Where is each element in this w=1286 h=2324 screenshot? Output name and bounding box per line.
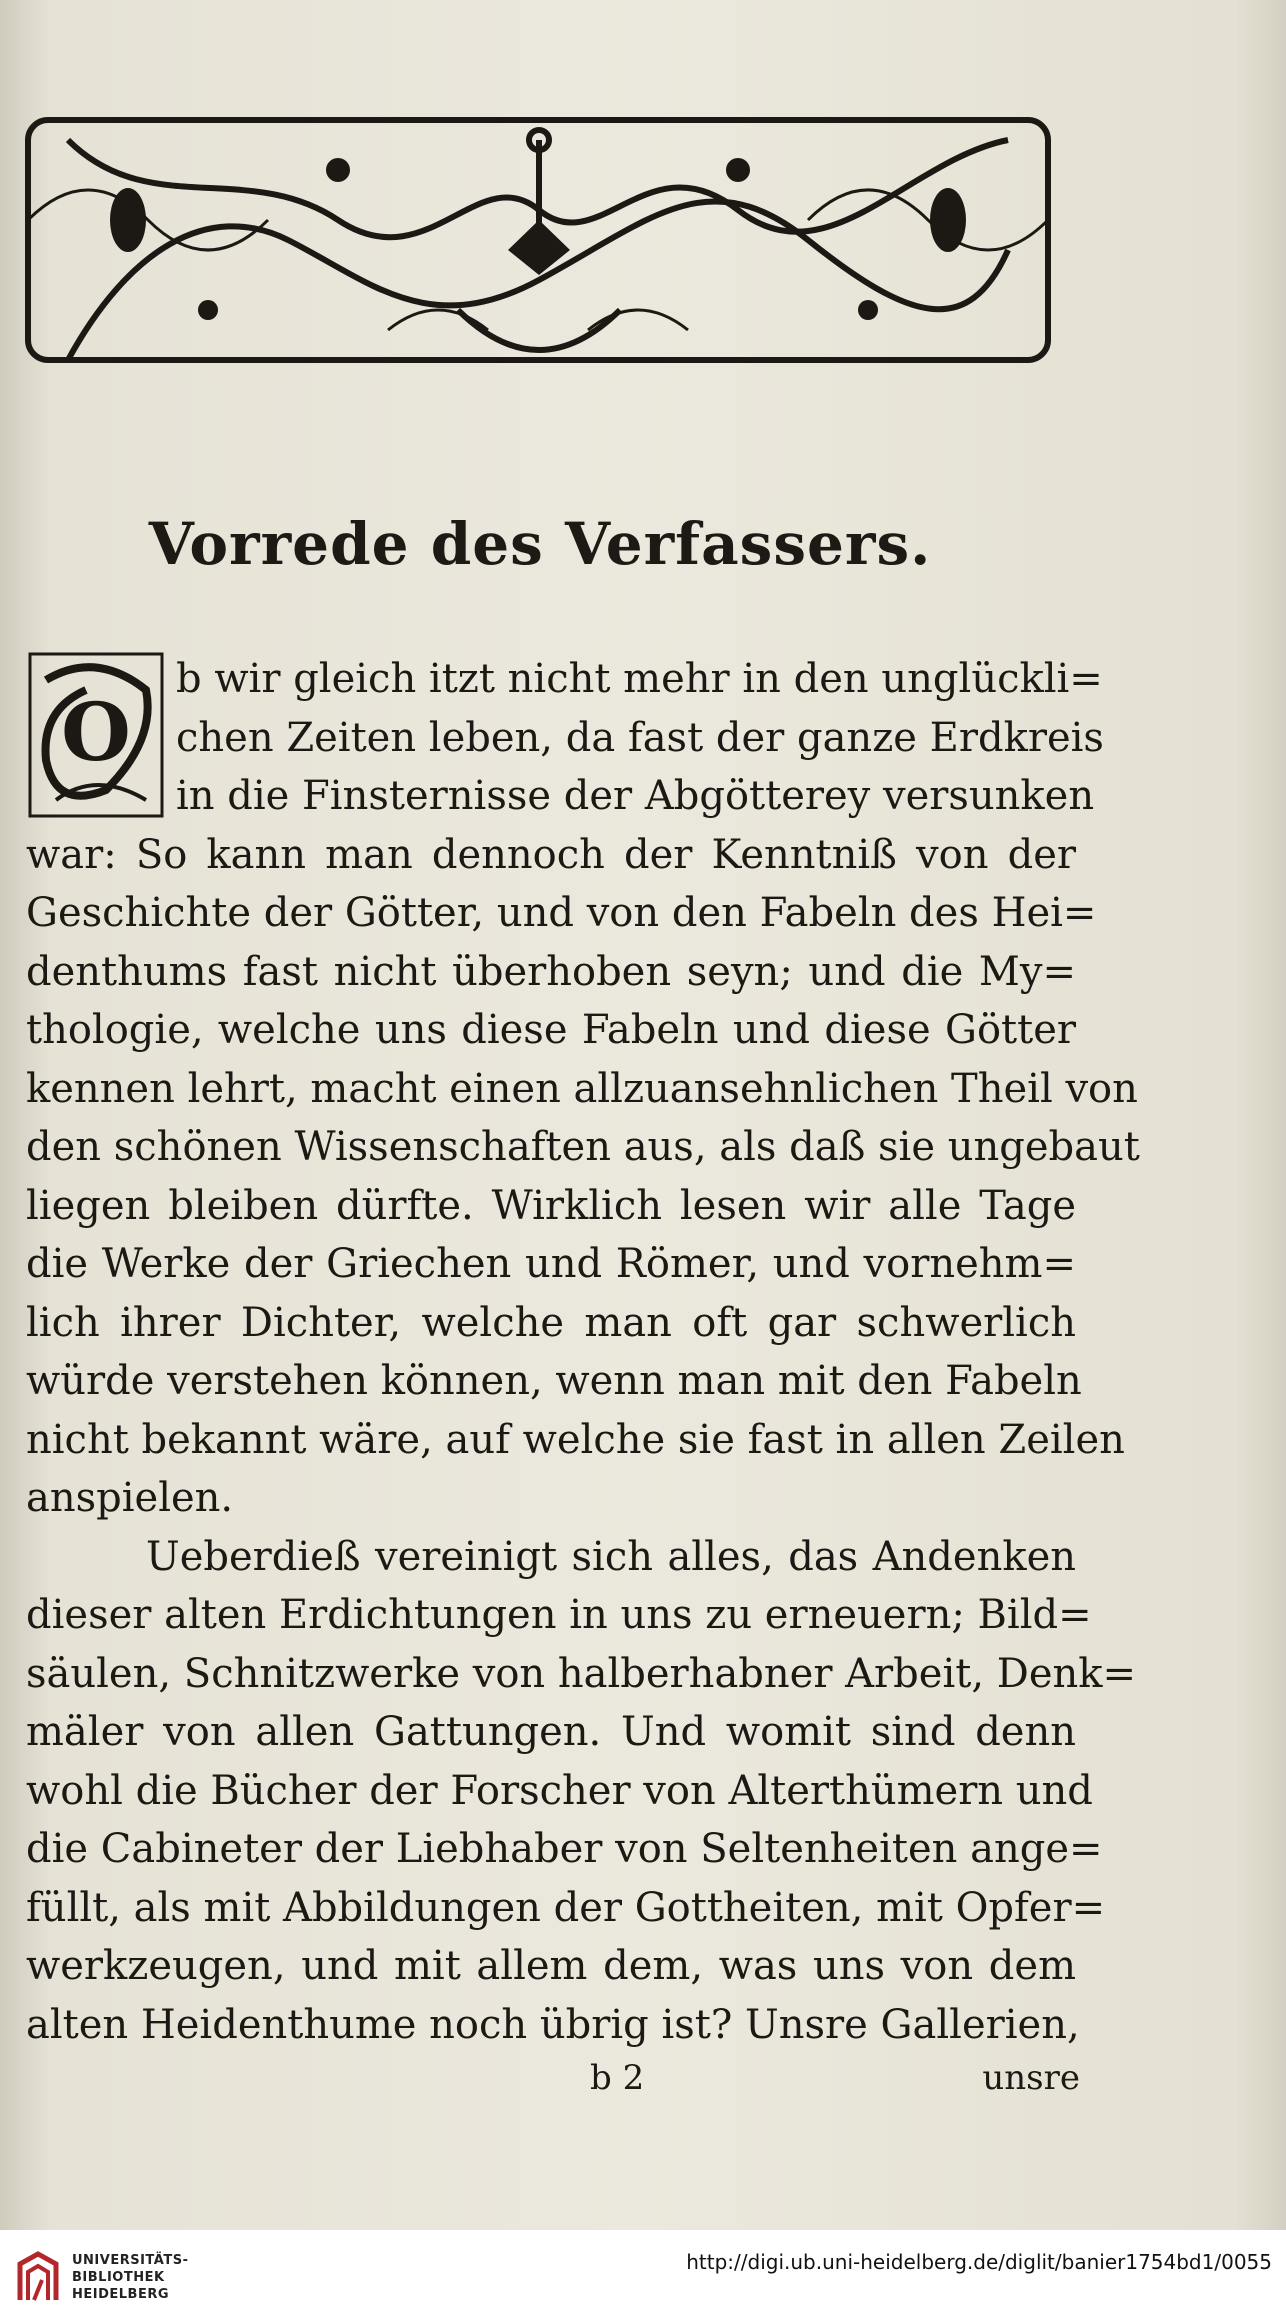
catchword: unsre [982,2058,1080,2098]
text-line: dieser alten Erdichtungen in uns zu erneuern; Bild= [26,1592,1092,1638]
text-line: anspielen. [26,1475,234,1521]
text-line: war: So kann man dennoch der Kenntniß von der [26,831,1076,878]
page-title: Vorrede des Verfassers. [148,510,932,578]
text-line: liegen bleiben dürfte. Wirklich lesen wir alle Tage [26,1182,1076,1229]
body-text [26,650,1140,2054]
library-line-1: UNIVERSITÄTS- [72,2253,189,2268]
library-logo-icon [14,2250,64,2306]
text-line: Geschichte der Götter, und von den Fabeln des Hei= [26,890,1097,936]
viewer-footer-bar [0,2230,1286,2324]
text-line: die Werke der Griechen und Römer, und vornehm= [26,1241,1076,1287]
page-footer-marks [590,2050,1080,2110]
text-line: in die Finsternisse der Abgötterey versunken [176,773,1095,819]
text-line: alten Heidenthume noch übrig ist? Unsre Gallerien, [26,2001,1080,2048]
text-line: werkzeugen, und mit allem dem, was uns von dem [26,1943,1076,1989]
text-line: thologie, welche uns diese Fabeln und diese Götter [26,1007,1076,1053]
decorative-headpiece [8,100,1070,390]
text-line: säulen, Schnitzwerke von halberhabner Arbeit, Denk= [26,1650,1136,1697]
text-line: würde verstehen können, wenn man mit den Fabeln [26,1358,1082,1404]
text-line: mäler von allen Gattungen. Und womit sind denn [26,1709,1076,1755]
text-line: kennen lehrt, macht einen allzuansehnlichen Theil von [26,1065,1138,1112]
text-line: lich ihrer Dichter, welche man oft gar schwerlich [26,1299,1076,1346]
signature-mark: b 2 [590,2058,645,2098]
library-line-2: BIBLIOTHEK [72,2270,165,2285]
text-line: den schönen Wissenschaften aus, als daß sie ungebaut [26,1124,1140,1170]
text-line: die Cabineter der Liebhaber von Seltenheiten ange= [26,1826,1103,1872]
library-line-3: HEIDELBERG [72,2287,170,2302]
drop-cap-letter: O [61,685,131,779]
text-line: denthums fast nicht überhoben seyn; und die My= [26,948,1076,995]
text-line: füllt, als mit Abbildungen der Gottheiten, mit Opfer= [26,1884,1106,1931]
text-line: Ueberdieß vereinigt sich alles, das Andenken [146,1533,1076,1580]
text-line: chen Zeiten leben, da fast der ganze Erdkreis [176,714,1104,761]
library-name [72,2252,188,2303]
text-line: nicht bekannt wäre, auf welche sie fast in allen Zeilen [26,1416,1125,1463]
text-line: b wir gleich itzt nicht mehr in den unglückli= [176,656,1103,702]
text-line: wohl die Bücher der Forscher von Alterthümern und [26,1767,1093,1814]
permalink-url[interactable]: http://digi.ub.uni-heidelberg.de/diglit/banier1754bd1/0055 [686,2250,1272,2274]
